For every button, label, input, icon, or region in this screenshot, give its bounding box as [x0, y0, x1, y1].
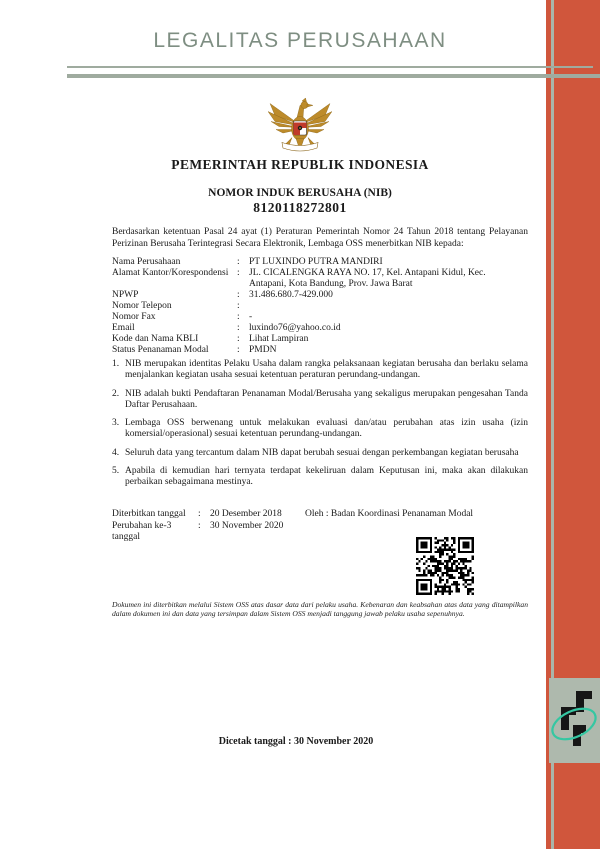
- field-row-phone: [112, 301, 528, 312]
- field-row-npwp: [112, 290, 528, 301]
- field-value: PT LUXINDO PUTRA MANDIRI: [249, 257, 383, 267]
- term-item-1: [112, 359, 528, 382]
- field-label: Alamat Kantor/Korespondensi: [112, 268, 229, 278]
- intro-paragraph: Berdasarkan ketentuan Pasal 24 ayat (1) Peraturan Pemerintah Nomor 24 Tahun 2018 tentang Pelayanan Perizinan Berusaha Terintegrasi Secara Elektronik, Lembaga OSS menerbitkan NIB kepada:: [112, 227, 528, 249]
- field-value: 31.486.680.7-429.000: [249, 290, 333, 300]
- term-item-2: [112, 389, 528, 412]
- field-colon: :: [237, 312, 240, 322]
- term-number: 5.: [112, 466, 120, 477]
- field-colon: :: [237, 345, 240, 355]
- page-title: LEGALITAS PERUSAHAAN: [153, 29, 447, 52]
- qr-code-container: [416, 537, 474, 595]
- field-row-company-name: [112, 257, 528, 268]
- header-rule-thick: [67, 74, 600, 78]
- company-fields: [112, 257, 528, 356]
- revision-date-label: Perubahan ke-3 tanggal: [112, 520, 172, 542]
- term-number: 3.: [112, 418, 120, 429]
- revision-date-value: 30 November 2020: [210, 520, 284, 531]
- header-rule-thin: [67, 66, 593, 68]
- field-row-fax: [112, 312, 528, 323]
- field-row-kbli: [112, 334, 528, 345]
- issued-date-colon: :: [198, 509, 201, 519]
- field-colon: :: [237, 301, 240, 311]
- field-value: [249, 301, 528, 312]
- field-row-investment-status: [112, 345, 528, 356]
- term-text: Seluruh data yang tercantum dalam NIB dapat berubah sesuai dengan perkembangan kegiatan berusaha: [125, 447, 519, 458]
- field-value: Lihat Lampiran: [249, 334, 309, 344]
- term-text: NIB merupakan identitas Pelaku Usaha dalam rangka pelaksanaan kegiatan berusaha dan berlaku selama menjalankan kegiatan usaha sesuai ketentuan peraturan perundang-undangan.: [125, 359, 528, 381]
- term-item-4: [112, 448, 528, 459]
- field-label: Nomor Telepon: [112, 301, 172, 311]
- field-colon: :: [237, 334, 240, 344]
- field-colon: :: [237, 268, 240, 278]
- disclaimer-text: Dokumen ini diterbitkan melalui Sistem OSS atas dasar data dari pelaku usaha. Kebenaran dan keabsahan atas data yang ditampilkan dalam dokumen ini dan data yang tersimpan dalam Sistem OSS menjadi tanggung jawab pelaku usaha sepenuhnya.: [112, 600, 528, 618]
- issued-by: Oleh : Badan Koordinasi Penanaman Modal: [305, 509, 474, 519]
- field-label: NPWP: [112, 290, 139, 300]
- field-label: Kode dan Nama KBLI: [112, 334, 199, 344]
- terms-list: [112, 359, 528, 496]
- term-item-5: [112, 466, 528, 489]
- field-label: Email: [112, 323, 135, 333]
- field-value: luxindo76@yahoo.co.id: [249, 323, 341, 333]
- field-label: Nama Perusahaan: [112, 257, 181, 267]
- government-title: PEMERINTAH REPUBLIK INDONESIA: [171, 157, 429, 172]
- field-row-address: [112, 268, 528, 290]
- term-number: 1.: [112, 359, 120, 369]
- revision-date-colon: :: [198, 520, 201, 531]
- document-title: NOMOR INDUK BERUSAHA (NIB): [208, 187, 392, 199]
- term-item-3: [112, 418, 528, 441]
- term-text: Apabila di kemudian hari ternyata terdapat kekeliruan dalam Keputusan ini, maka akan dilakukan perbaikan sebagaimana mestinya.: [125, 466, 528, 488]
- term-number: 2.: [112, 388, 120, 399]
- field-colon: :: [237, 323, 240, 333]
- field-value: JL. CICALENGKA RAYA NO. 17, Kel. Antapani Kidul, Kec. Antapani, Kota Bandung, Prov. Jawa Barat: [249, 268, 486, 289]
- term-text: Lembaga OSS berwenang untuk melakukan evaluasi dan/atau perubahan atas izin usaha (izin komersial/operasional) sesuai ketentuan perundang-undangan.: [125, 418, 528, 440]
- issued-date-label: Diterbitkan tanggal: [112, 509, 186, 519]
- field-label: Nomor Fax: [112, 312, 156, 322]
- garuda-pancasila-emblem: [268, 95, 332, 152]
- issued-date-row: [112, 509, 528, 521]
- term-number: 4.: [112, 447, 120, 458]
- nib-number: 8120118272801: [253, 200, 347, 215]
- oss-logo: [549, 678, 600, 763]
- qr-code: [416, 537, 474, 595]
- field-label: Status Penanaman Modal: [112, 345, 209, 355]
- term-text: NIB adalah bukti Pendaftaran Penanaman Modal/Berusaha yang sekaligus merupakan pengesahan Tanda Daftar Perusahaan.: [125, 388, 528, 410]
- printed-date: Dicetak tanggal : 30 November 2020: [218, 736, 374, 747]
- issued-date-value: 20 Desember 2018: [210, 509, 282, 519]
- field-value: PMDN: [249, 345, 277, 355]
- field-value: -: [249, 312, 253, 322]
- field-colon: :: [237, 257, 240, 267]
- field-row-email: [112, 323, 528, 334]
- field-colon: :: [237, 290, 240, 300]
